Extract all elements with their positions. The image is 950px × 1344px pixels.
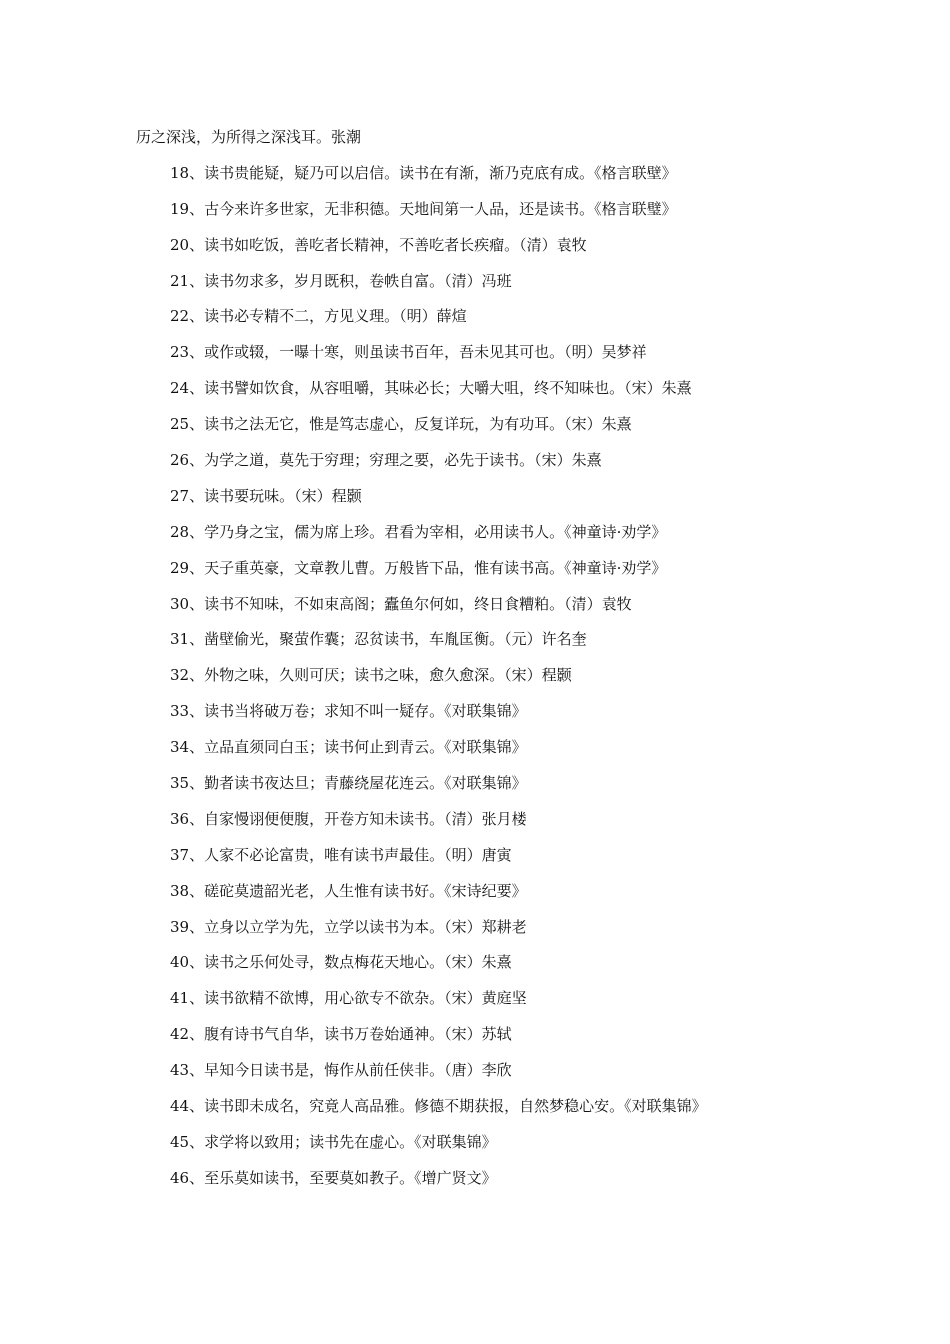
- list-item: 27、读书要玩味。（宋）程颢: [170, 486, 362, 505]
- list-item: 37、人家不必论富贵，唯有读书声最佳。（明）唐寅: [170, 845, 512, 864]
- list-item: 23、或作或辍，一曝十寒，则虽读书百年，吾未见其可也。（明）吴梦祥: [170, 343, 647, 362]
- list-item: 42、腹有诗书气自华，读书万卷始通神。（宋）苏轼: [170, 1025, 512, 1044]
- list-item: 22、读书必专精不二，方见义理。（明）薛煊: [170, 307, 467, 326]
- list-item: 35、勤者读书夜达旦；青藤绕屋花连云。《对联集锦》: [170, 774, 527, 793]
- list-item: 19、古今来许多世家，无非积德。天地间第一人品，还是读书。《格言联璧》: [170, 199, 677, 218]
- continuation-text: 历之深浅，为所得之深浅耳。张潮: [136, 128, 362, 146]
- list-item: 18、读书贵能疑，疑乃可以启信。读书在有渐，渐乃克底有成。《格言联壁》: [170, 163, 677, 182]
- quote-list: [136, 124, 876, 1201]
- list-item: 21、读书勿求多，岁月既积，卷帙自富。（清）冯班: [170, 271, 512, 290]
- list-item: 29、天子重英豪，文章教儿曹。万般皆下品，惟有读书高。《神童诗·劝学》: [170, 558, 667, 577]
- list-item: 41、读书欲精不欲博，用心欲专不欲杂。（宋）黄庭坚: [170, 989, 527, 1008]
- list-item: 26、为学之道，莫先于穷理；穷理之要，必先于读书。（宋）朱熹: [170, 451, 602, 470]
- list-item: 39、立身以立学为先，立学以读书为本。（宋）郑耕老: [170, 917, 527, 936]
- list-item: 46、至乐莫如读书，至要莫如教子。《增广贤文》: [170, 1168, 497, 1187]
- list-item: 31、凿壁偷光，聚萤作囊；忍贫读书，车胤匡衡。（元）许名奎: [170, 630, 587, 649]
- list-item: 33、读书当将破万卷；求知不叫一疑存。《对联集锦》: [170, 702, 527, 721]
- list-item: 38、磋砣莫遗韶光老，人生惟有读书好。《宋诗纪要》: [170, 881, 527, 900]
- list-item: 45、求学将以致用；读书先在虚心。《对联集锦》: [170, 1132, 497, 1151]
- list-item: 44、读书即未成名，究竟人高品雅。修德不期获报，自然梦稳心安。《对联集锦》: [170, 1097, 707, 1116]
- list-item: 30、读书不知味，不如束高阁；蠹鱼尔何如，终日食糟粕。（清）袁牧: [170, 594, 632, 613]
- list-item: 20、读书如吃饭，善吃者长精神，不善吃者长疾瘤。（清）袁牧: [170, 235, 587, 254]
- list-item: 34、立品直须同白玉；读书何止到青云。《对联集锦》: [170, 738, 527, 757]
- list-item: 43、早知今日读书是，悔作从前任侠非。（唐）李欣: [170, 1061, 512, 1080]
- list-item: 40、读书之乐何处寻，数点梅花天地心。（宋）朱熹: [170, 953, 512, 972]
- list-item: 25、读书之法无它，惟是笃志虚心，反复详玩，为有功耳。（宋）朱熹: [170, 415, 632, 434]
- list-item: 36、自家慢诩便便腹，开卷方知未读书。（清）张月楼: [170, 809, 527, 828]
- list-item: 32、外物之味，久则可厌；读书之味，愈久愈深。（宋）程颢: [170, 666, 572, 685]
- list-item: 24、读书譬如饮食，从容咀嚼，其味必长；大嚼大咀，终不知味也。（宋）朱熹: [170, 379, 692, 398]
- list-item: 28、学乃身之宝，儒为席上珍。君看为宰相，必用读书人。《神童诗·劝学》: [170, 522, 667, 541]
